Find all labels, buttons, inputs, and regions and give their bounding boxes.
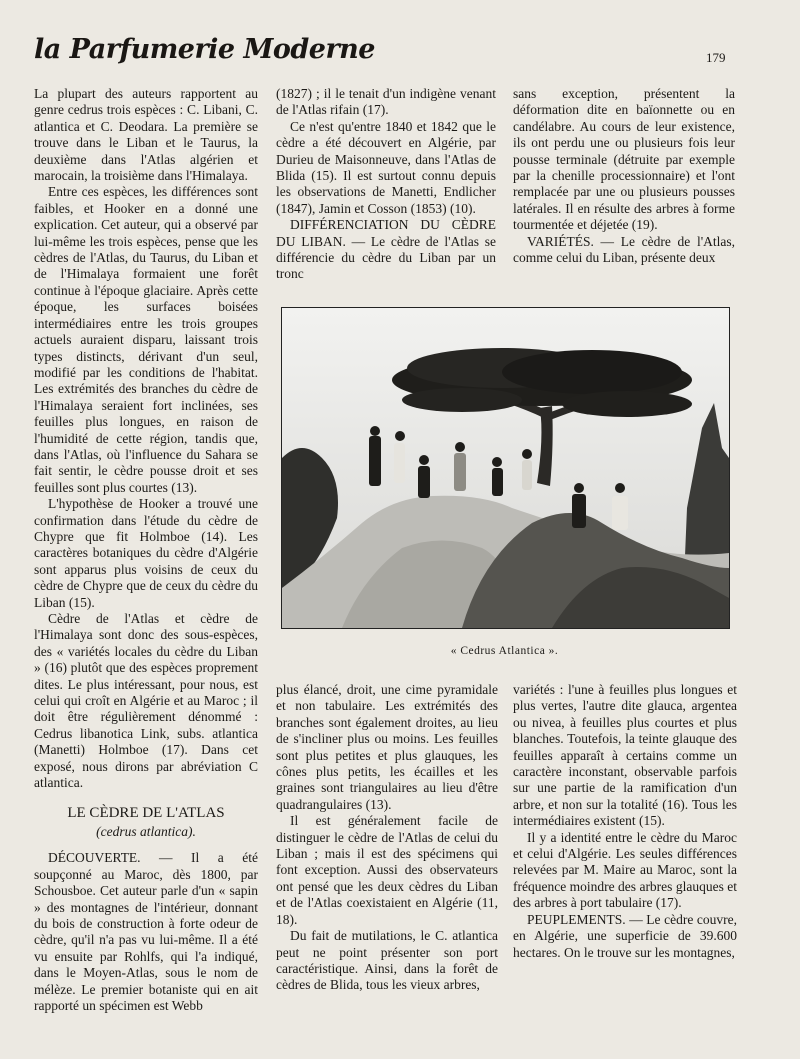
paragraph: DIFFÉRENCIATION DU CÈDRE DU LIBAN. — Le cèdre de l'Atlas se différencie du cèdre du Liban par un tronc	[276, 217, 496, 282]
right-column-top	[513, 86, 735, 286]
paragraph: L'hypothèse de Hooker a trouvé une confirmation dans l'étude du cèdre de Chypre que fit Holmboe (14). Les caractères botaniques du cèdre d'Algérie sont apparus plus voisins de ceux du cèdre de Chypre que de ceux du cèdre du Liban (15).	[34, 496, 258, 610]
paragraph: Cèdre de l'Atlas et cèdre de l'Himalaya sont donc des sous-espèces, des « variétés locales du cèdre du Liban » (16) plutôt que des espèces proprement dites. Le plus intéressant, pour nous, est celui qui croît en Algérie et au Maroc ; il doit être régulièrement dénommé : Cedrus libanotica Link, subs. atlantica (Manetti) Holmboe (17). Dans cet exposé, nous dirons par abréviation C atlantica.	[34, 611, 258, 791]
section-subtitle: (cedrus atlantica).	[96, 823, 196, 839]
page-number: 179	[706, 50, 726, 65]
right-column-bottom	[513, 682, 737, 960]
paragraph: sans exception, présentent la déformation dite en baïonnette ou en candélabre. Au cours de leur existence, ils ont perdu une ou plusieurs fois leur pousse terminale (détruite par exemple par la chenille processionnaire) et l'ont remplacée par une ou plusieurs pousses latérales. Il en résulte des arbres à forme tourmentée et déjetée (19).	[513, 86, 735, 233]
photo-caption: « Cedrus Atlantica ».	[450, 645, 559, 657]
masthead: la Parfumerie Moderne	[34, 34, 375, 65]
paragraph: Du fait de mutilations, le C. atlantica peut ne point présenter son port caractéristique. Ainsi, dans la forêt de cèdres de Blida, tous les vieux arbres,	[276, 928, 498, 993]
paragraph: Ce n'est qu'entre 1840 et 1842 que le cèdre a été découvert en Algérie, par Durieu de Maisonneuve, dans l'Atlas de Blida (15). Il est surtout connu depuis les observations de Manetti, Endlicher (1847), Jamin et Cosson (1853) (10).	[276, 118, 496, 216]
cedar-tree-illustration	[282, 308, 729, 628]
paragraph: Entre ces espèces, les différences sont faibles, et Hooker en a donné une explication. Cet auteur, qui a observé par lui-même les trois espèces, pense que les cèdres de l'Atlas, du Taurus, du Liban et de l'Himalaya formaient une forêt continue à l'époque glaciaire. Après cette époque, les surfaces boisées intermédiaires entre les trois groupes actuels auraient disparu, laissant trois types distincts, dérivant d'un seul, modifié par les conditions de l'habitat. Les extrémités des branches du cèdre de l'Himalaya seraient fort inclinées, ses feuilles plus longues, en raison de l'humidité de cette région, tandis que, dans l'Atlas, où l'influence du Sahara se fait sentir, le cèdre pousse droit et ses feuilles sont plus courtes (13).	[34, 184, 258, 495]
paragraph: PEUPLEMENTS. — Le cèdre couvre, en Algérie, une superficie de 39.600 hectares. On le trouve sur les montagnes,	[513, 911, 737, 960]
paragraph: VARIÉTÉS. — Le cèdre de l'Atlas, comme celui du Liban, présente deux	[513, 233, 735, 266]
paragraph: Il est généralement facile de distinguer le cèdre de l'Atlas de celui du Liban ; mais il est des spécimens qui font exception. Aussi des observateurs ont pensé que les deux cèdres du Liban et de l'Atlas coexistaient en Algérie (11, 18).	[276, 813, 498, 927]
middle-column-top	[276, 86, 496, 286]
paragraph: plus élancé, droit, une cime pyramidale et non tabulaire. Les extrémités des branches sont également droites, au lieu de s'incliner plus ou moins. Les feuilles sont plus petites et plus glauques, les cônes plus petits, les écailles et les graines sont triangulaires au lieu d'être quadrangulaires (13).	[276, 682, 498, 812]
paragraph: Il y a identité entre le cèdre du Maroc et celui d'Algérie. Les seules différences relevées par M. Maire au Maroc, sont la fréquence moindre des arbres glauques et des arbres à port tabulaire (17).	[513, 829, 737, 911]
paragraph: variétés : l'une à feuilles plus longues et plus vertes, l'autre dite glauca, argentea ou nivea, à feuilles plus courtes et plus blanches. Toutefois, la teinte glauque des feuilles apparaît à certains comme un caractère inconstant, observable parfois sur une partie de la ramification d'un arbre, et non sur la totalité (16). Tous les intermédiaires existent (15).	[513, 682, 737, 829]
paragraph: (1827) ; il le tenait d'un indigène venant de l'Atlas rifain (17).	[276, 86, 496, 118]
cedar-photograph	[281, 307, 730, 629]
section-title: LE CÈDRE DE L'ATLAS	[67, 805, 225, 822]
middle-column-bottom	[276, 682, 498, 993]
paragraph: DÉCOUVERTE. — Il a été soupçonné au Maroc, dès 1800, par Schousboe. Cet auteur parle d'un « sapin » des montagnes de l'intérieur, donnant du bois de construction à forte odeur de cèdre, qu'il n'a pas vu lui-même. Il a été vu ensuite par Rohlfs, qui l'a indiqué, dans le Moyen-Atlas, sous le nom de mélèze. Le premier botaniste qui en ait rapporté un spécimen est Webb	[34, 850, 258, 1013]
paragraph: La plupart des auteurs rapportent au genre cedrus trois espèces : C. Libani, C. atlantica et C. Deodara. La première se trouve dans le Liban et le Taurus, la deuxième dans l'Atlas algérien et marocain, la troisième dans l'Himalaya.	[34, 86, 258, 184]
left-column	[34, 86, 258, 1038]
